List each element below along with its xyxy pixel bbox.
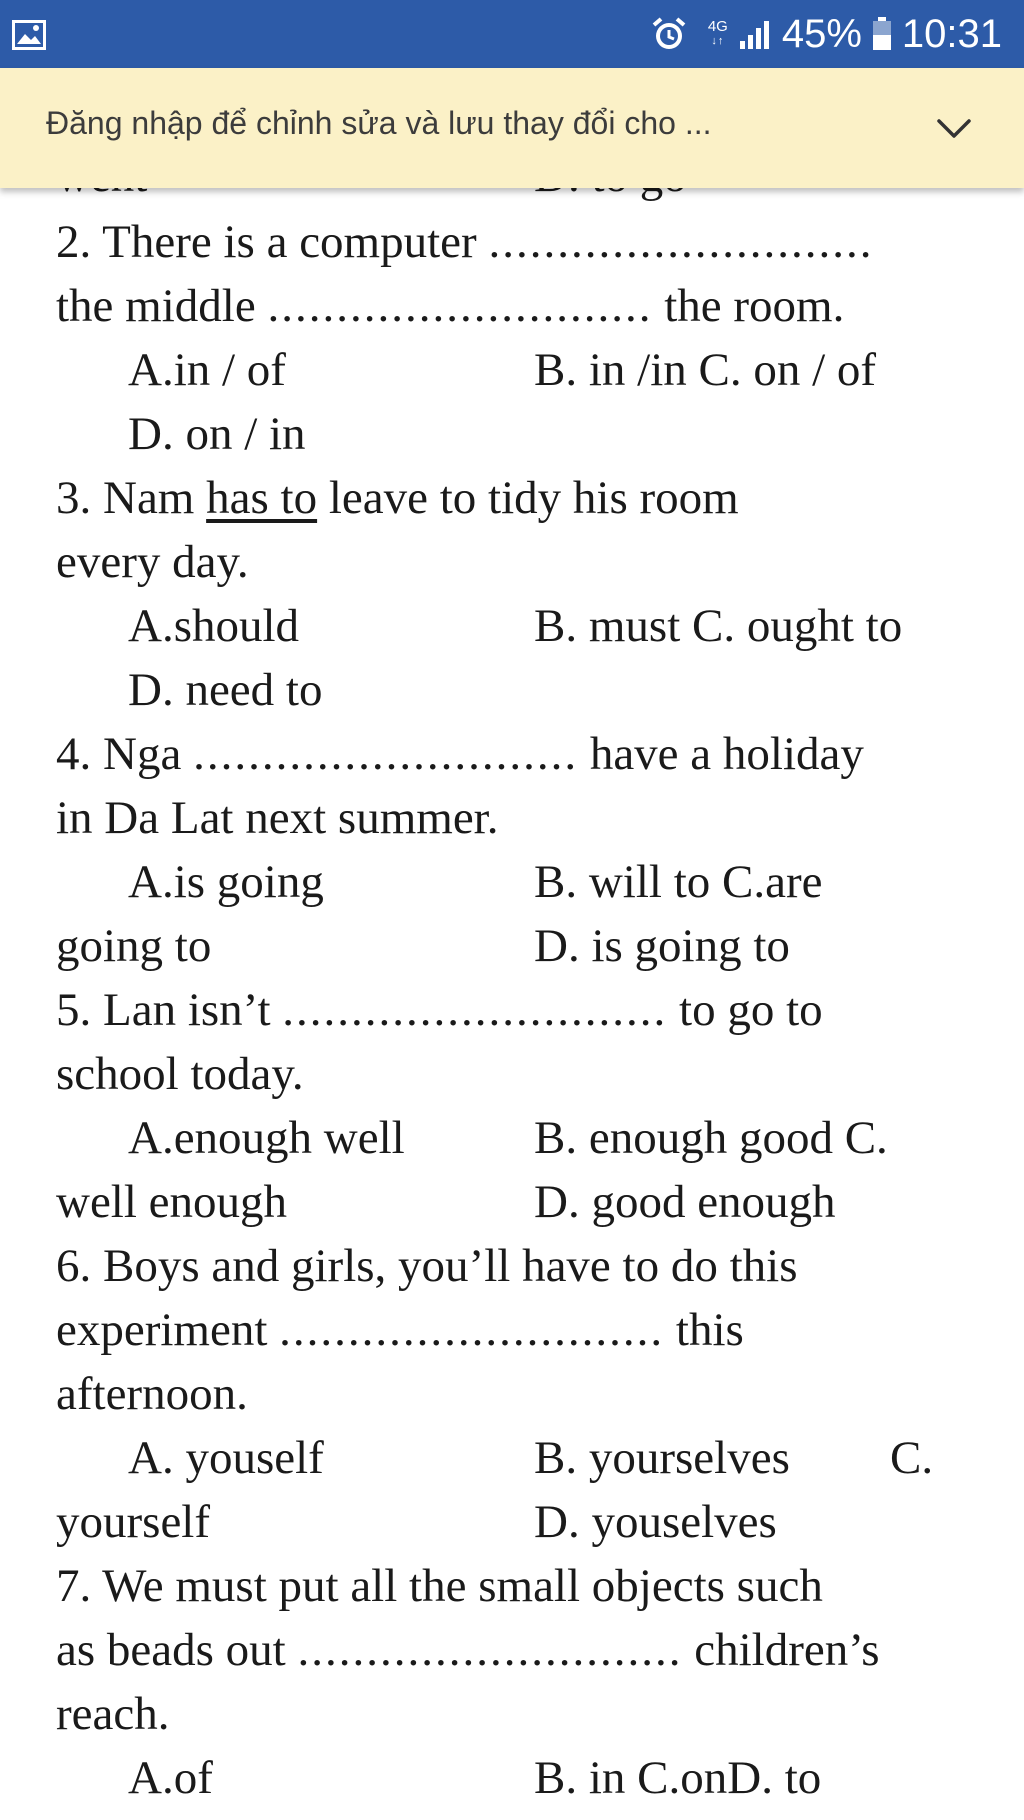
network-arrows-icon: ↓↑ xyxy=(711,35,725,47)
question-7-text-end: children’s xyxy=(694,1624,880,1676)
question-7-text-start: as beads out xyxy=(56,1624,286,1676)
question-2-text-start: the middle xyxy=(56,280,256,332)
answer-blank: ............................ xyxy=(267,280,653,332)
question-5-text-end: to go to xyxy=(679,984,823,1036)
question-4-option-d: D. is going to xyxy=(534,920,790,972)
question-3-underlined-phrase: has to xyxy=(206,472,318,524)
image-notification-icon xyxy=(12,20,46,50)
question-5-option-d: D. good enough xyxy=(534,1176,836,1228)
question-7-line-1: 7. We must put all the small objects such xyxy=(56,1560,823,1612)
answer-blank: ............................ xyxy=(279,1304,665,1356)
question-5-options-bc: B. enough good C. xyxy=(534,1112,888,1164)
alarm-clock-icon xyxy=(650,15,688,53)
answer-blank: ............................ xyxy=(193,728,579,780)
question-4-options-bc: B. will to C.are xyxy=(534,856,823,908)
question-2-line-2 xyxy=(56,278,844,334)
question-4-option-a: A.is going xyxy=(128,856,324,908)
question-5-line-2: school today. xyxy=(56,1048,304,1100)
question-5-option-c-continued: well enough xyxy=(56,1176,288,1228)
question-3-option-d: D. need to xyxy=(128,664,323,716)
answer-blank: ............................ xyxy=(282,984,668,1036)
question-3-line-2: every day. xyxy=(56,536,249,588)
question-5-option-a: A.enough well xyxy=(128,1112,405,1164)
document-page xyxy=(0,188,1024,1820)
question-6-line-2 xyxy=(56,1302,744,1358)
question-6-option-c: C. xyxy=(890,1432,934,1484)
clock-time: 10:31 xyxy=(901,11,1002,56)
question-2-options-bc: B. in /in C. on / of xyxy=(534,344,877,396)
question-6-option-a: A. youself xyxy=(128,1432,324,1484)
battery-percentage: 45% xyxy=(781,11,862,56)
question-4-text-start: 4. Nga xyxy=(56,728,182,780)
question-6-option-b: B. yourselves xyxy=(534,1432,790,1484)
question-3-line-1 xyxy=(56,470,739,526)
sign-in-banner-text[interactable]: Đăng nhập để chỉnh sửa và lưu thay đổi cho ... xyxy=(46,105,712,141)
question-4-text-end: have a holiday xyxy=(589,728,864,780)
question-6-text-start: experiment xyxy=(56,1304,268,1356)
question-4-option-c-continued: going to xyxy=(56,920,212,972)
question-7-line-2 xyxy=(56,1622,880,1678)
status-bar xyxy=(0,0,1024,68)
answer-blank: ............................ xyxy=(297,1624,683,1676)
answer-blank: ............................ xyxy=(488,216,874,268)
question-6-option-c-continued: yourself xyxy=(56,1496,211,1548)
network-type xyxy=(708,20,728,48)
question-6-line-3: afternoon. xyxy=(56,1368,248,1420)
question-5-line-1 xyxy=(56,982,823,1038)
question-4-line-2: in Da Lat next summer. xyxy=(56,792,499,844)
status-indicators xyxy=(650,0,1002,68)
question-6-line-1: 6. Boys and girls, you’ll have to do this xyxy=(56,1240,798,1292)
question-2-text-end: the room. xyxy=(664,280,845,332)
network-type-label: 4G xyxy=(707,18,728,35)
question-2-text: 2. There is a computer xyxy=(56,216,477,268)
question-6-text-end: this xyxy=(675,1304,744,1356)
question-3-options-bc: B. must C. ought to xyxy=(534,600,903,652)
question-7-option-a: A.of xyxy=(128,1752,213,1804)
question-5-text-start: 5. Lan isn’t xyxy=(56,984,271,1036)
question-3-prefix: 3. Nam xyxy=(56,472,195,524)
question-2-option-a: A.in / of xyxy=(128,344,286,396)
battery-icon xyxy=(872,17,892,51)
question-6-option-d: D. youselves xyxy=(534,1496,777,1548)
question-3-suffix: leave to tidy his room xyxy=(328,472,739,524)
signal-strength-icon xyxy=(738,19,772,49)
question-7-line-3: reach. xyxy=(56,1688,170,1740)
question-7-options-bcd: B. in C.onD. to xyxy=(534,1752,822,1804)
question-4-line-1 xyxy=(56,726,864,782)
chevron-down-icon[interactable] xyxy=(936,118,972,140)
sign-in-banner[interactable] xyxy=(0,68,1024,188)
question-2-option-d: D. on / in xyxy=(128,408,306,460)
question-2-line-1 xyxy=(56,214,873,270)
question-3-option-a: A.should xyxy=(128,600,300,652)
